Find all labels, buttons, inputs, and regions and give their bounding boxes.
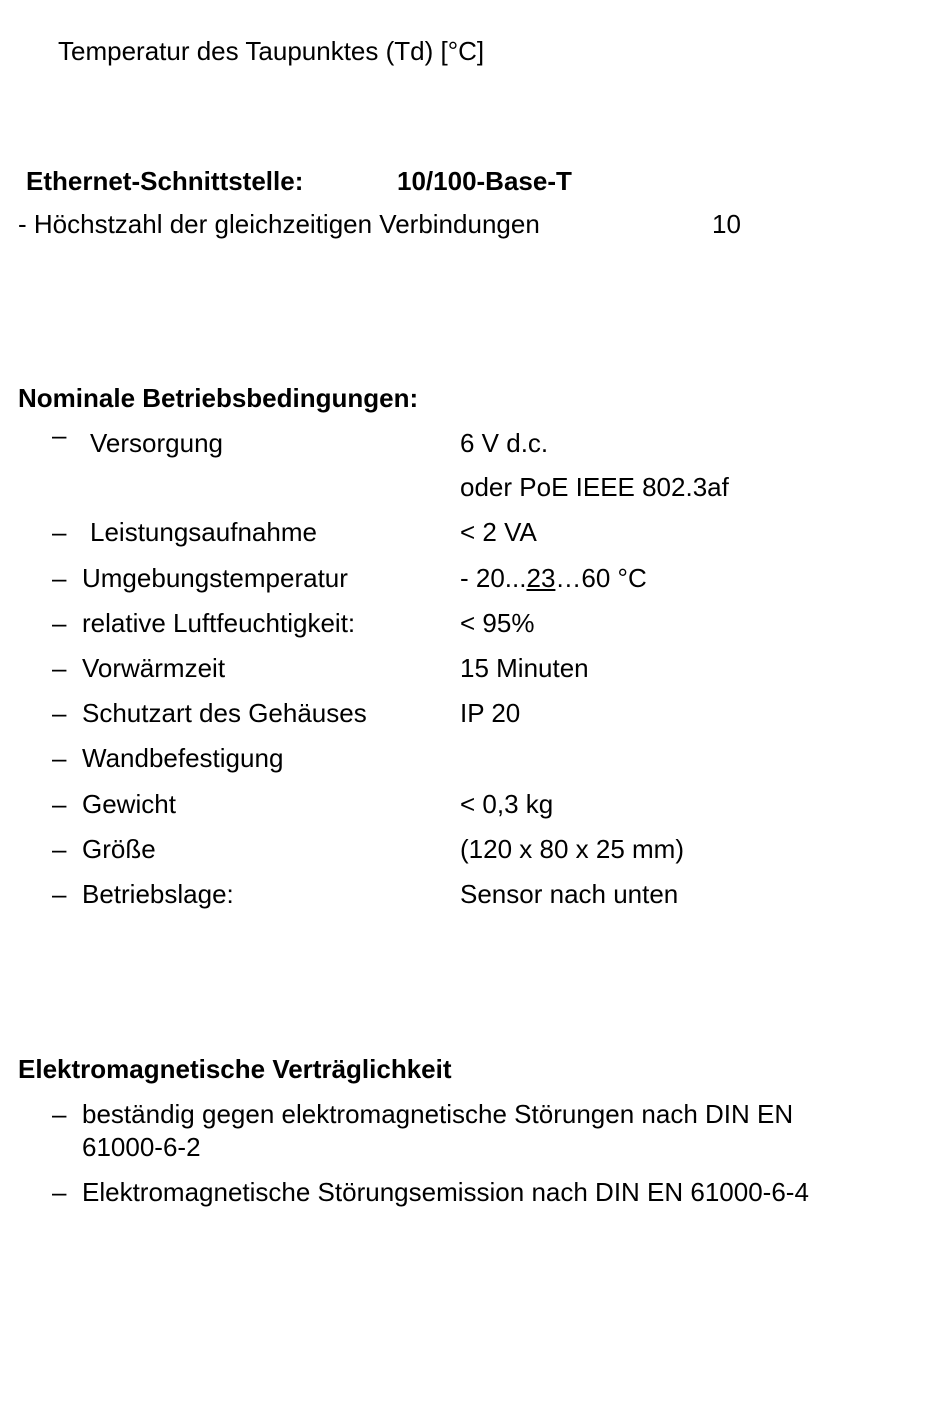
emc-item-text: Elektromagnetische Störungsemission nach DIN EN 61000-6-4 <box>82 1177 809 1207</box>
spec-value: (120 x 80 x 25 mm) <box>460 834 684 864</box>
temp-max: …60 °C <box>555 563 647 593</box>
spec-value: < 2 VA <box>460 517 537 547</box>
ethernet-heading: Ethernet-Schnittstelle: <box>26 166 304 196</box>
spec-value: Sensor nach unten <box>460 879 679 909</box>
dew-point-line: Temperatur des Taupunktes (Td) [°C] <box>58 36 485 66</box>
spec-label: Vorwärmzeit <box>82 653 226 683</box>
dash-marker: – <box>52 789 67 819</box>
dash-marker: – <box>52 743 67 773</box>
max-connections-label: - Höchstzahl der gleichzeitigen Verbindungen <box>18 209 540 239</box>
spec-value: < 95% <box>460 608 535 638</box>
dash-marker: – <box>52 834 67 864</box>
spec-label: Gewicht <box>82 789 176 819</box>
spec-value: < 0,3 kg <box>460 789 554 819</box>
spec-label: Leistungsaufnahme <box>90 517 317 547</box>
spec-value <box>460 565 647 591</box>
emc-heading: Elektromagnetische Verträglichkeit <box>18 1054 452 1084</box>
spec-label: Betriebslage: <box>82 879 234 909</box>
emc-item-text-continued: 61000-6-2 <box>82 1132 201 1162</box>
dash-marker: – <box>52 420 67 450</box>
temp-nominal: 23 <box>526 563 556 593</box>
spec-value-continued: oder PoE IEEE 802.3af <box>460 472 729 502</box>
nominal-conditions-heading: Nominale Betriebsbedingungen: <box>18 383 419 413</box>
dash-marker: – <box>52 879 67 909</box>
dash-marker: – <box>52 517 67 547</box>
spec-label: relative Luftfeuchtigkeit: <box>82 608 356 638</box>
dash-marker: – <box>52 698 67 728</box>
ethernet-heading-value: 10/100-Base-T <box>397 166 572 196</box>
temp-min: - 20... <box>460 563 527 593</box>
max-connections-value: 10 <box>712 209 741 239</box>
dash-marker: – <box>52 1099 67 1129</box>
spec-label: Umgebungstemperatur <box>82 563 348 593</box>
dash-marker: – <box>52 608 67 638</box>
spec-label: Größe <box>82 834 156 864</box>
spec-label: Schutzart des Gehäuses <box>82 698 367 728</box>
spec-value: IP 20 <box>460 698 521 728</box>
dash-marker: – <box>52 653 67 683</box>
spec-value: 6 V d.c. <box>460 428 549 458</box>
emc-item-text: beständig gegen elektromagnetische Störungen nach DIN EN <box>82 1099 794 1129</box>
dash-marker: – <box>52 563 67 593</box>
spec-value: 15 Minuten <box>460 653 589 683</box>
spec-label: Versorgung <box>90 428 223 458</box>
spec-label: Wandbefestigung <box>82 743 284 773</box>
dash-marker: – <box>52 1177 67 1207</box>
